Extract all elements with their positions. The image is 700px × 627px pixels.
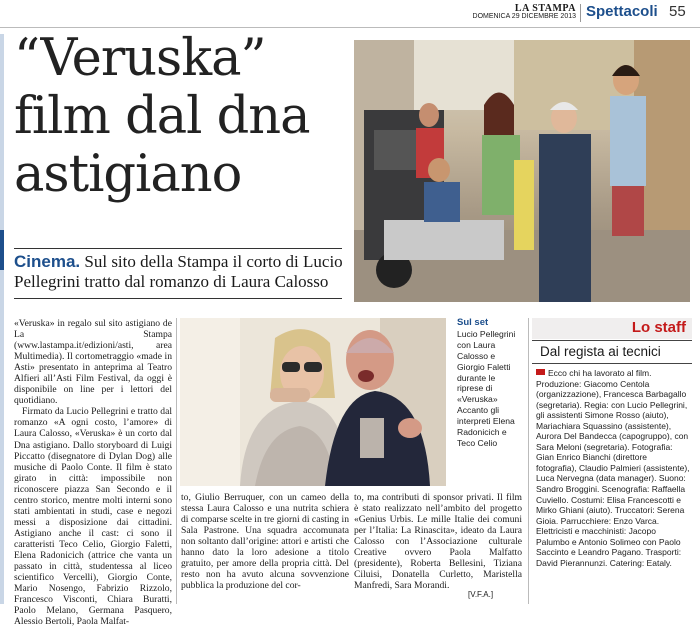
article-paragraph: Firmato da Lucio Pellegrini e tratto dal romanzo «A ogni costo, l’amore» di Laura Calosso, «Veruska» è un corto dal Dna astigiano. Dallo storyboard di Luigi Piccatto (disegnatore di Dylan Dog) alle musiche di Paolo Conte. Il film è stato girato in città: impossibile non riconoscere piazza San Secondo e il centro storico, mentre molti interni sono stati ambientati in studi, case e negozi messi a disposizione dai cittadini. Astigiano anche il cast: ci sono il caratteristi Teco Celio, Giorgio Faletti, Elena Radonicich (attrice che vanta un passato in città, studentessa al liceo scientifico Vercelli), Giorgio Conte, Mario Nosengo, Fabrizio Rizzolo, Francesco Visconti, Chiara Buratti, Paolo Melano, Germana Pasquero, Alessio Bertoli, Paola Malfat- <box>14 406 172 627</box>
page-header <box>0 0 700 28</box>
page-number: 55 <box>669 3 686 20</box>
newspaper-name: LA STAMPA <box>514 3 576 14</box>
caption-head: Sul set <box>457 317 489 328</box>
rule-bottom <box>14 298 342 299</box>
margin-marker <box>0 230 4 270</box>
photo-film-set-image <box>354 40 690 302</box>
rule-top <box>14 248 342 249</box>
article-kicker <box>14 252 344 292</box>
headline-line: astigiano <box>14 145 242 204</box>
staff-rule <box>532 340 692 341</box>
article-column-2: to, Giulio Berruquer, con un cameo della stessa Laura Calosso e una nutrita schiera di comparse scelte in tre giorni di casting in Sala Pastrone. Una squadra accomunata non soltanto dall’origine: attori e artisti che hanno dato la loro adesione a titolo gratuito, per amore della propria città. Del resto non ha avuto alcuna sovvenzione pubblica la produzione del cor- <box>181 492 349 592</box>
header-divider <box>580 4 581 22</box>
photo-actors-image <box>180 318 446 486</box>
margin-strip <box>0 34 4 604</box>
article-headline <box>14 30 344 204</box>
section-name: Spettacoli <box>586 3 658 20</box>
article-paragraph: «Veruska» in regalo sul sito astigiano de La Stampa (www.lastampa.it/edizioni/asti, area Multimedia). Il cortometraggio «made in Asti» presentato in anteprima al Teatro Alfieri all’Asti Film Festival, da oggi è disponibile on line per i lettori del quotidiano. <box>14 318 172 407</box>
bullet-marker <box>536 369 545 375</box>
staff-rule <box>532 363 692 364</box>
kicker-label: Cinema. <box>14 252 81 271</box>
photo-caption <box>457 318 523 449</box>
kicker-text: Sul sito della Stampa il corto di Lucio Pellegrini tratto dal romanzo di Laura Calosso <box>14 252 343 291</box>
author-initials: [V.F.A.] <box>468 590 494 599</box>
article-column-3: to, ma contributi di sponsor privati. Il film è stato realizzato nell’ambito del progetto «Genius Urbis. Le mille Italie dei comuni per l’Italia: La Rinascita», ideato da Laura Calosso con l’Associazione culturale Creative ovvero Paola Malfatto (presidente), Roberta Bellesini, Tiziana Ciluisi, Donatella Curletto, Maristella Manfredi, Sara Morandi. <box>354 492 522 592</box>
column-divider <box>176 318 177 604</box>
article-column-1 <box>14 318 172 627</box>
caption-text: Lucio Pellegrini con Laura Calosso e Giorgio Faletti durante le riprese di «Veruska» Accanto gli interpreti Elena Radonicich e Teco Celio <box>457 328 516 448</box>
issue-date: DOMENICA 29 DICEMBRE 2013 <box>472 13 576 20</box>
staff-sidebar <box>532 318 692 604</box>
photo-film-set <box>354 40 690 302</box>
column-divider <box>528 318 529 604</box>
headline-line: film dal dna <box>14 87 310 146</box>
staff-subtitle: Dal regista ai tecnici <box>540 344 661 359</box>
staff-credits-text: Ecco chi ha lavorato al film. Produzione: Giacomo Centola (organizzazione), Francesca Barbagallo (segretaria). Regia: con Lucio Pellegrini, gli assistenti Simone Rosso (aiuto), Mariachiara Squassino (assistente), Aurora Del Bandecca (capogruppo), con Sara Meloni (segretaria). Fotografia: Gian Enrico Bianchi (direttore fotografia), Claudio Palmieri (assistente), Luca Nervegna (data manager). Suono: Sandro Broggini. Scenografia: Raffaella Cuviello. Costumi: Elisa Francescotti e Mirko Ghiani (aiuto). Truccatori: Serena Gioia. Parrucchiere: Enzo Varca. Elettricisti e macchinisti: Jacopo Palumbo e Antonio Solimeo con Paolo Saccinto e Leandro Pagano. Trasporti: David Pierannunzi. Catering: Eataly. <box>536 368 690 568</box>
headline-line: “Veruska” <box>14 29 266 88</box>
staff-credits <box>536 368 690 568</box>
photo-actors <box>180 318 446 486</box>
staff-title: Lo staff <box>631 319 686 336</box>
